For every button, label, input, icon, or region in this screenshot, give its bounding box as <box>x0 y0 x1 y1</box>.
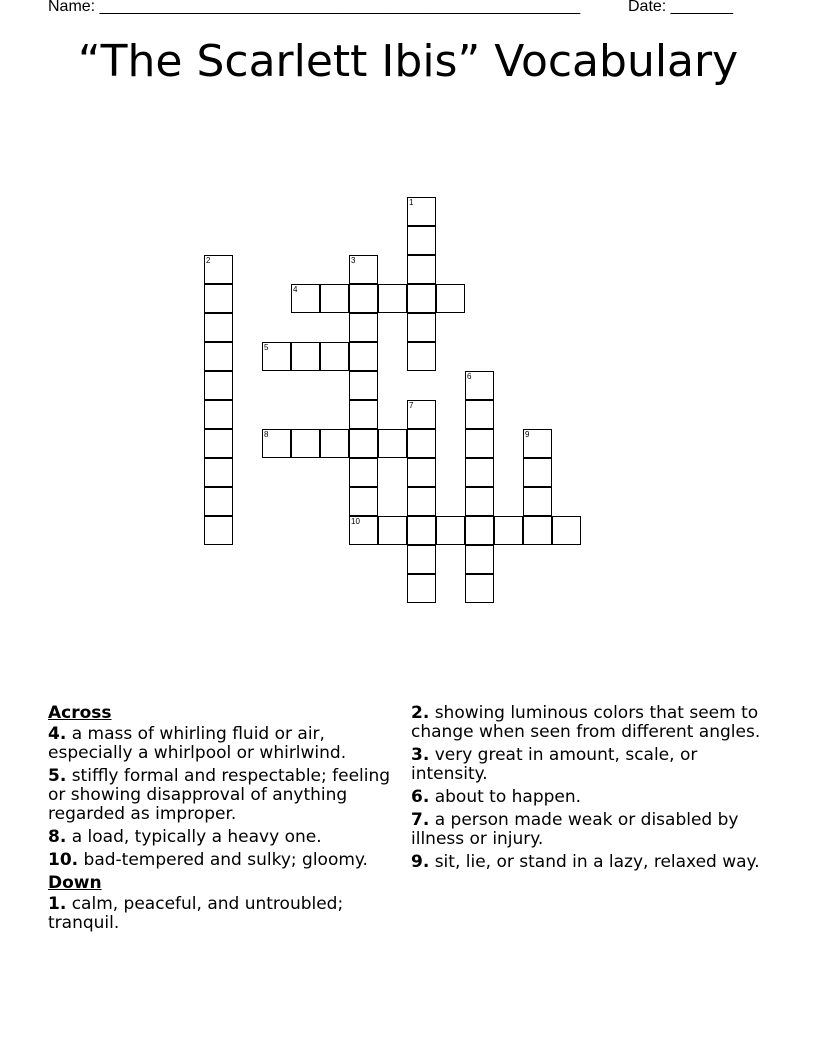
grid-cell[interactable] <box>465 429 494 458</box>
grid-cell[interactable] <box>523 429 552 458</box>
clue-number: 3. <box>411 745 430 765</box>
clue-text: calm, peaceful, and untroubled; tranquil. <box>48 894 344 933</box>
grid-cell[interactable] <box>204 516 233 545</box>
grid-cell[interactable] <box>407 516 436 545</box>
cell-number: 1 <box>409 198 414 207</box>
clue-across-8 <box>48 828 393 847</box>
grid-cell[interactable] <box>204 313 233 342</box>
grid-cell[interactable] <box>320 342 349 371</box>
clue-down-6 <box>411 788 761 807</box>
grid-cell[interactable] <box>407 458 436 487</box>
grid-cell[interactable] <box>465 545 494 574</box>
cell-number: 5 <box>264 343 269 352</box>
grid-cell[interactable] <box>407 226 436 255</box>
clue-number: 9. <box>411 852 430 872</box>
clue-number: 7. <box>411 810 430 830</box>
grid-cell[interactable] <box>349 313 378 342</box>
grid-cell[interactable] <box>523 458 552 487</box>
grid-cell[interactable] <box>291 429 320 458</box>
grid-cell[interactable] <box>465 371 494 400</box>
grid-cell[interactable] <box>204 458 233 487</box>
date-field-label: Date: _______ <box>628 0 733 15</box>
cell-number: 7 <box>409 401 414 410</box>
grid-cell[interactable] <box>204 342 233 371</box>
cell-number: 2 <box>206 256 211 265</box>
clues-left-column <box>48 704 393 937</box>
clue-text: about to happen. <box>434 787 582 807</box>
grid-cell[interactable] <box>349 400 378 429</box>
grid-cell[interactable] <box>378 284 407 313</box>
grid-cell[interactable] <box>204 284 233 313</box>
cell-number: 3 <box>351 256 356 265</box>
page-title: “The Scarlett Ibis” Vocabulary <box>77 36 739 87</box>
name-field-label: Name: ______________________________________________________ <box>48 0 581 15</box>
clue-text: a mass of whirling fluid or air, especially a whirlpool or whirlwind. <box>48 724 347 763</box>
clue-down-7 <box>411 811 761 849</box>
across-heading: Across <box>48 703 112 723</box>
grid-cell[interactable] <box>378 516 407 545</box>
clue-down-9 <box>411 853 761 872</box>
grid-cell[interactable] <box>349 458 378 487</box>
grid-cell[interactable] <box>407 313 436 342</box>
cell-number: 4 <box>293 285 298 294</box>
grid-cell[interactable] <box>407 574 436 603</box>
grid-cell[interactable] <box>349 342 378 371</box>
clue-number: 2. <box>411 703 430 723</box>
grid-cell[interactable] <box>465 458 494 487</box>
clue-text: sit, lie, or stand in a lazy, relaxed way. <box>434 852 760 872</box>
clue-number: 1. <box>48 894 67 914</box>
grid-cell[interactable] <box>552 516 581 545</box>
grid-cell[interactable] <box>262 342 291 371</box>
cell-number: 8 <box>264 430 269 439</box>
clues-right-column <box>411 704 761 876</box>
clue-across-10 <box>48 851 393 870</box>
grid-cell[interactable] <box>349 429 378 458</box>
clue-number: 6. <box>411 787 430 807</box>
grid-cell[interactable] <box>407 400 436 429</box>
clue-text: stiffly formal and respectable; feeling or showing disapproval of anything regarded as improper. <box>48 766 391 824</box>
clue-down-3 <box>411 746 761 784</box>
grid-cell[interactable] <box>465 574 494 603</box>
clue-down-1 <box>48 895 393 933</box>
grid-cell[interactable] <box>523 516 552 545</box>
grid-cell[interactable] <box>494 516 523 545</box>
grid-cell[interactable] <box>407 487 436 516</box>
grid-cell[interactable] <box>291 284 320 313</box>
grid-cell[interactable] <box>407 284 436 313</box>
clue-text: showing luminous colors that seem to change when seen from different angles. <box>411 703 761 742</box>
cell-number: 9 <box>525 430 530 439</box>
grid-cell[interactable] <box>436 516 465 545</box>
grid-cell[interactable] <box>436 284 465 313</box>
grid-cell[interactable] <box>378 429 407 458</box>
grid-cell[interactable] <box>291 342 320 371</box>
grid-cell[interactable] <box>523 487 552 516</box>
clue-text: a person made weak or disabled by illness or injury. <box>411 810 739 849</box>
clue-text: bad-tempered and sulky; gloomy. <box>83 850 368 870</box>
grid-cell[interactable] <box>204 255 233 284</box>
grid-cell[interactable] <box>204 371 233 400</box>
down-heading: Down <box>48 873 102 893</box>
grid-cell[interactable] <box>204 487 233 516</box>
clue-number: 8. <box>48 827 67 847</box>
grid-cell[interactable] <box>407 429 436 458</box>
grid-cell[interactable] <box>407 545 436 574</box>
grid-cell[interactable] <box>349 284 378 313</box>
grid-cell[interactable] <box>320 284 349 313</box>
grid-cell[interactable] <box>262 429 291 458</box>
grid-cell[interactable] <box>204 400 233 429</box>
grid-cell[interactable] <box>349 487 378 516</box>
grid-cell[interactable] <box>407 342 436 371</box>
grid-cell[interactable] <box>465 400 494 429</box>
clue-number: 5. <box>48 766 67 786</box>
clue-number: 4. <box>48 724 67 744</box>
clue-across-4 <box>48 725 393 763</box>
cell-number: 6 <box>467 372 472 381</box>
clue-down-2 <box>411 704 761 742</box>
clue-text: very great in amount, scale, or intensity. <box>411 745 698 784</box>
grid-cell[interactable] <box>204 429 233 458</box>
grid-cell[interactable] <box>320 429 349 458</box>
clue-across-5 <box>48 767 393 824</box>
grid-cell[interactable] <box>465 516 494 545</box>
grid-cell[interactable] <box>349 371 378 400</box>
grid-cell[interactable] <box>407 255 436 284</box>
grid-cell[interactable] <box>349 255 378 284</box>
clue-text: a load, typically a heavy one. <box>71 827 322 847</box>
grid-cell[interactable] <box>465 487 494 516</box>
grid-cell[interactable] <box>349 516 378 545</box>
cell-number: 10 <box>351 517 360 526</box>
grid-cell[interactable] <box>407 197 436 226</box>
clue-number: 10. <box>48 850 79 870</box>
